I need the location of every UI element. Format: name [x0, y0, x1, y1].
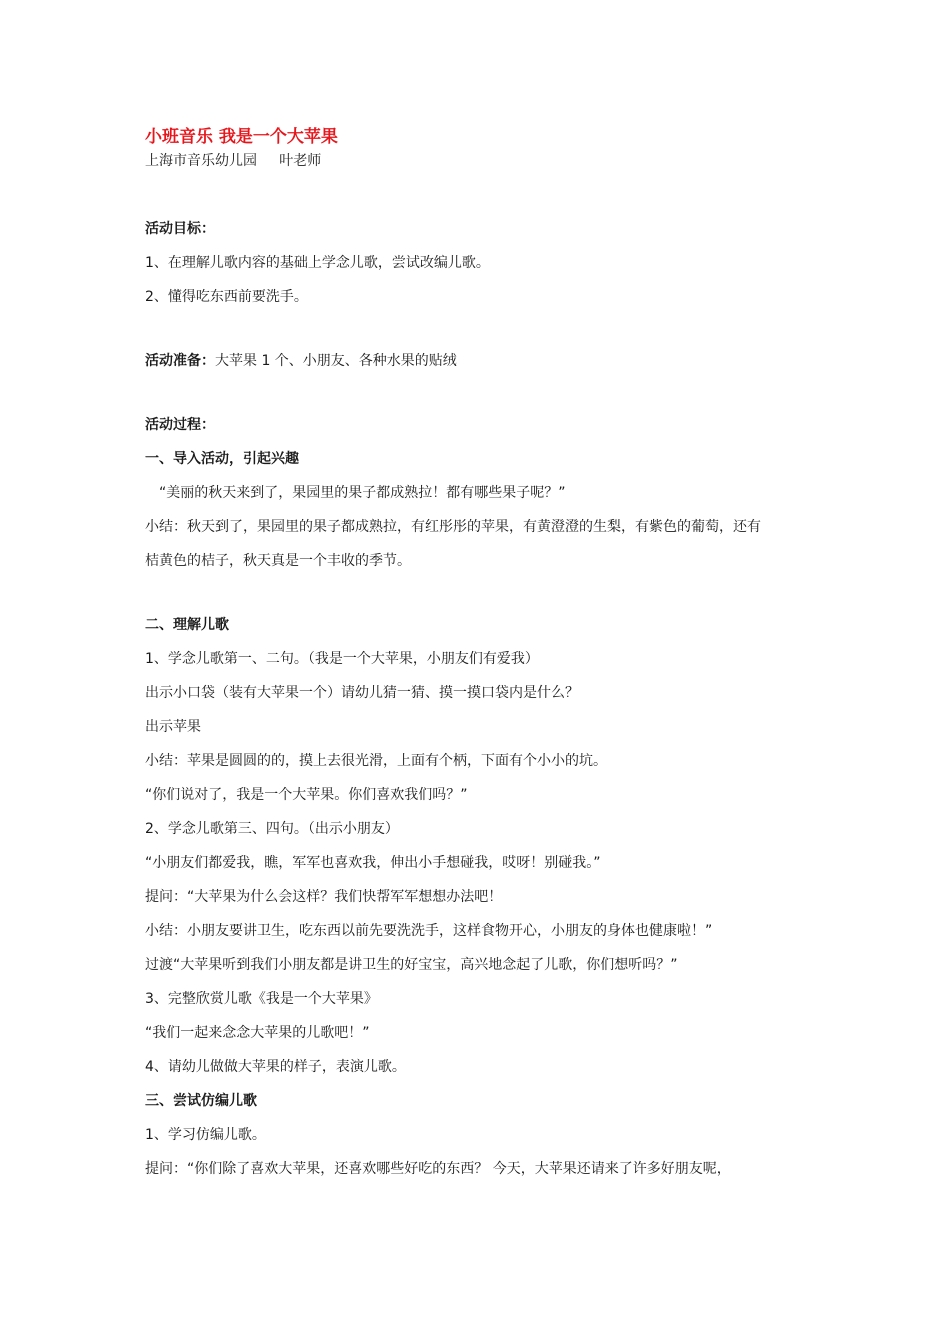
document-author: 上海市音乐幼儿园 叶老师 — [145, 153, 322, 169]
section3-line-1: 1、学习仿编儿歌。 — [145, 1127, 266, 1143]
section2-line-10: 过渡“大苹果听到我们小朋友都是讲卫生的好宝宝，高兴地念起了儿歌，你们想听吗？” — [145, 957, 678, 973]
section2-line-4: 小结：苹果是圆圆的的，摸上去很光滑，上面有个柄，下面有个小小的坑。 — [145, 753, 607, 769]
goal-item-2: 2、懂得吃东西前要洗手。 — [145, 289, 308, 305]
section3-heading: 三、尝试仿编儿歌 — [145, 1093, 257, 1109]
section1-heading: 一、导入活动，引起兴趣 — [145, 451, 299, 467]
section2-line-9: 小结：小朋友要讲卫生，吃东西以前先要洗洗手，这样食物开心，小朋友的身体也健康啦！” — [145, 923, 713, 939]
section1-line-1: “美丽的秋天来到了，果园里的果子都成熟拉！都有哪些果子呢？” — [159, 485, 566, 501]
section1-line-2: 小结：秋天到了，果园里的果子都成熟拉，有红彤彤的苹果，有黄澄澄的生梨，有紫色的葡萄，还有 — [145, 519, 761, 535]
section3-line-2: 提问：“你们除了喜欢大苹果，还喜欢哪些好吃的东西？ 今天，大苹果还请来了许多好朋友呢， — [145, 1161, 731, 1177]
section2-line-3: 出示苹果 — [145, 719, 201, 735]
goal-item-1: 1、在理解儿歌内容的基础上学念儿歌，尝试改编儿歌。 — [145, 255, 490, 271]
section2-line-6: 2、学念儿歌第三、四句。（出示小朋友） — [145, 821, 399, 837]
process-heading: 活动过程： — [145, 417, 215, 433]
section2-line-2: 出示小口袋（装有大苹果一个）请幼儿猜一猜、摸一摸口袋内是什么？ — [145, 685, 579, 701]
preparation-heading: 活动准备： — [145, 353, 215, 369]
section2-heading: 二、理解儿歌 — [145, 617, 229, 633]
section2-line-12: “我们一起来念念大苹果的儿歌吧！” — [145, 1025, 370, 1041]
section2-line-1: 1、学念儿歌第一、二句。（我是一个大苹果，小朋友们有爱我） — [145, 651, 539, 667]
section2-line-8: 提问：“大苹果为什么会这样？我们快帮军军想想办法吧！ — [145, 889, 503, 905]
document-page — [145, 124, 825, 1180]
preparation-text: 大苹果 1 个、小朋友、各种水果的贴绒 — [215, 353, 457, 369]
document-title: 小班音乐 我是一个大苹果 — [145, 127, 338, 147]
section2-line-7: “小朋友们都爱我，瞧，军军也喜欢我，伸出小手想碰我，哎呀！别碰我。” — [145, 855, 601, 871]
section2-line-5: “你们说对了，我是一个大苹果。你们喜欢我们吗？” — [145, 787, 468, 803]
section2-line-11: 3、完整欣赏儿歌《我是一个大苹果》 — [145, 991, 378, 1007]
section2-line-13: 4、请幼儿做做大苹果的样子，表演儿歌。 — [145, 1059, 406, 1075]
section1-line-3: 桔黄色的桔子，秋天真是一个丰收的季节。 — [145, 553, 411, 569]
preparation-line — [145, 350, 825, 372]
goals-heading: 活动目标： — [145, 221, 215, 237]
